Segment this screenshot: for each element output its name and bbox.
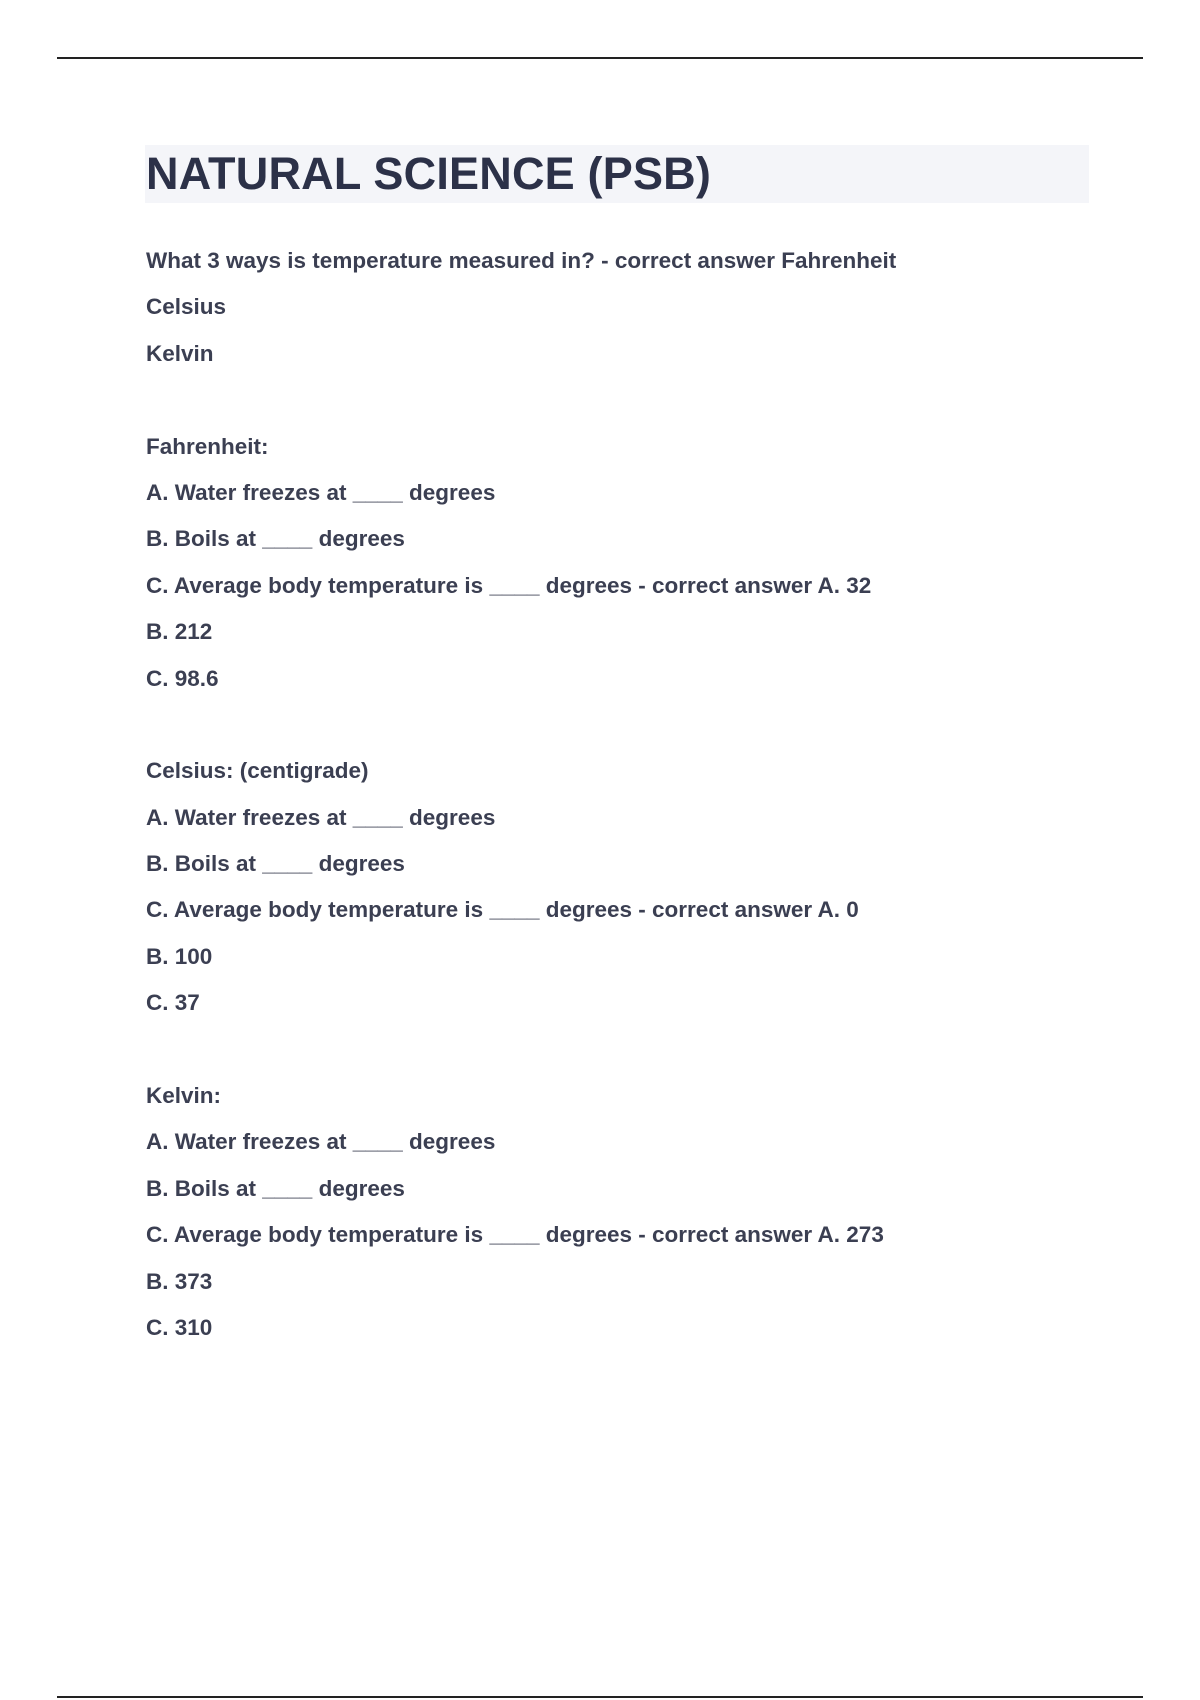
question-line: B. Boils at ____ degrees bbox=[146, 851, 405, 877]
bottom-rule bbox=[57, 1696, 1143, 1698]
question-line: C. Average body temperature is ____ degrees - correct answer A. 273 bbox=[146, 1222, 884, 1248]
top-rule bbox=[57, 57, 1143, 59]
question-line: What 3 ways is temperature measured in? - correct answer Fahrenheit bbox=[146, 248, 897, 273]
qa-block-temperature-scales bbox=[146, 238, 1096, 377]
question-line: B. Boils at ____ degrees bbox=[146, 526, 405, 552]
answer-line: Celsius bbox=[146, 294, 227, 320]
qa-block-celsius bbox=[146, 748, 1096, 1026]
page-title: NATURAL SCIENCE (PSB) bbox=[146, 148, 712, 199]
answer-line: C. 310 bbox=[146, 1314, 213, 1340]
answer-line: C. 98.6 bbox=[146, 665, 219, 691]
answer-line: B. 100 bbox=[146, 943, 213, 969]
question-line: A. Water freezes at ____ degrees bbox=[146, 1129, 496, 1155]
block-spacer bbox=[146, 377, 1096, 423]
question-line: A. Water freezes at ____ degrees bbox=[146, 804, 496, 830]
question-line: B. Boils at ____ degrees bbox=[146, 1175, 405, 1201]
section-heading: Kelvin: bbox=[146, 1083, 222, 1109]
answer-line: C. 37 bbox=[146, 990, 200, 1016]
question-line: C. Average body temperature is ____ degrees - correct answer A. 32 bbox=[146, 572, 872, 598]
qa-block-kelvin bbox=[146, 1073, 1096, 1351]
question-line: A. Water freezes at ____ degrees bbox=[146, 479, 496, 505]
section-heading: Celsius: (centigrade) bbox=[146, 758, 369, 784]
question-line: C. Average body temperature is ____ degrees - correct answer A. 0 bbox=[146, 897, 859, 923]
block-spacer bbox=[146, 702, 1096, 748]
answer-line: Kelvin bbox=[146, 340, 214, 366]
answer-line: B. 373 bbox=[146, 1268, 213, 1294]
block-spacer bbox=[146, 1027, 1096, 1073]
qa-block-fahrenheit bbox=[146, 424, 1096, 702]
answer-line: B. 212 bbox=[146, 619, 213, 645]
document-body bbox=[146, 238, 1096, 1351]
section-heading: Fahrenheit: bbox=[146, 433, 269, 459]
